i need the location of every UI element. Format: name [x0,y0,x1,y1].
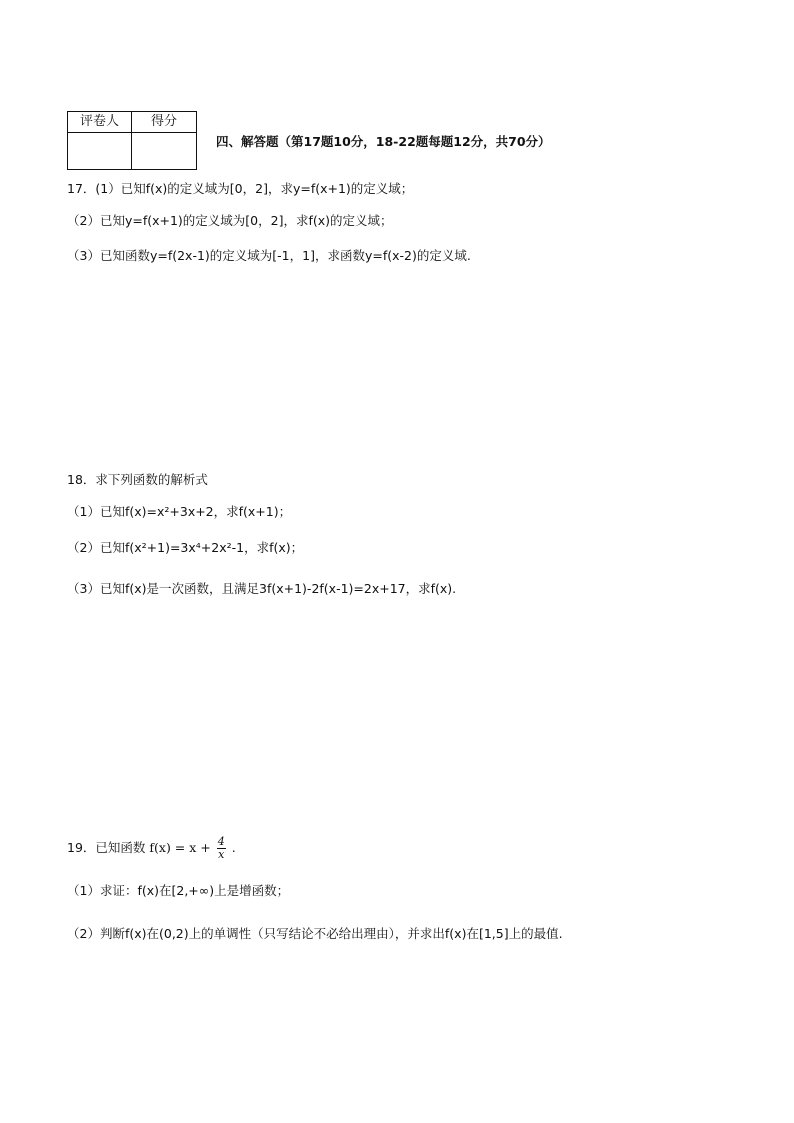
q18-part2: （2）已知f(x²+1)=3x⁴+2x²-1，求f(x)； [67,540,304,555]
q18-title: 18．求下列函数的解析式 [67,472,208,487]
reviewer-header-cell: 评卷人 [68,112,132,133]
score-table-entry-row [68,133,197,170]
q18-part1: （1）已知f(x)=x²+3x+2，求f(x+1)； [67,504,292,519]
section-heading: 四、解答题（第17题10分，18-22题每题12分，共70分） [216,134,551,149]
q19-part1: （1）求证：f(x)在[2,+∞)上是增函数； [67,883,290,898]
q17-part1: 17．(1）已知f(x)的定义域为[0，2]，求y=f(x+1)的定义域； [67,181,414,196]
q19-fraction [217,836,226,861]
q19-title [67,836,236,861]
q17-part3: （3）已知函数y=f(2x-1)的定义域为[-1，1]，求函数y=f(x-2)的定义域. [67,248,471,263]
score-header-cell: 得分 [132,112,197,133]
score-table [67,111,197,170]
q19-title-suffix: . [231,840,236,855]
q19-fraction-denominator: x [218,848,225,861]
q19-fraction-numerator: 4 [217,835,225,848]
q17-part2: （2）已知y=f(x+1)的定义域为[0，2]，求f(x)的定义域； [67,213,393,228]
q18-part3: （3）已知f(x)是一次函数，且满足3f(x+1)-2f(x-1)=2x+17，求f(x). [67,581,457,596]
reviewer-entry-cell [68,133,132,170]
q19-title-prefix: 19．已知函数 [67,840,146,855]
q19-function-expr: f(x) = x + [149,840,211,855]
score-entry-cell [132,133,197,170]
score-table-header-row [68,112,197,133]
q19-part2: （2）判断f(x)在(0,2)上的单调性（只写结论不必给出理由），并求出f(x)在[1,5]上的最值. [67,926,563,941]
